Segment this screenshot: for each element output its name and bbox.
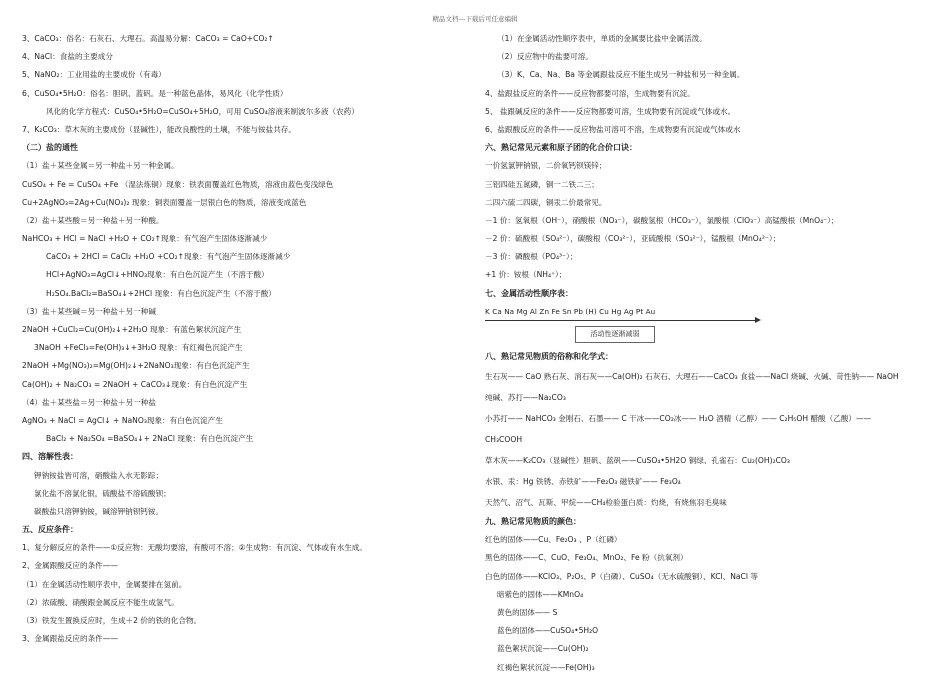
left-text-line: （2）浓硫酸、硝酸跟金属反应不能生成氢气。 [22,597,179,607]
right-text-line: 黑色的固体——C、CuO、Fe₃O₄、MnO₂、Fe 粉（抗氧剂） [485,553,688,563]
right-text-line: 纯碱、苏打——Na₂CO₃ [485,393,566,402]
left-section-heading: （二）盐的通性 [22,143,78,153]
activity-decreasing-box: 活动性逐渐减弱 [575,326,655,343]
left-text-line: 碳酸盐只溶钾钠铵，碱溶钾钠钡钙铵。 [34,506,164,516]
right-text-line: 暗紫色的固体——KMnO₄ [497,589,584,599]
left-column [22,30,462,648]
left-text-line: （1）盐＋某些金属＝另一种盐＋另一种金属。 [22,161,179,171]
left-text-line: 4、NaCl：食盐的主要成分 [22,52,113,62]
right-text-line: 蓝色的固体——CuSO₄•5H₂O [497,626,599,636]
left-text-line: （4）盐＋某些盐＝另一种盐＋另一种盐 [22,397,156,407]
left-text-line: CuSO₄ + Fe = CuSO₄ +Fe （湿法炼铜）现象：铁表面覆盖红色物质，溶液由蓝色变浅绿色 [22,179,334,189]
left-text-line: Cu+2AgNO₃=2Ag+Cu(NO₃)₂ 现象：铜表面覆盖一层银白色的物质，溶液变成蓝色 [22,197,307,207]
right-column-upper [485,30,925,303]
right-text-line: （1）在金属活动性顺序表中，单质的金属要比盐中金属活泼。 [497,34,707,43]
right-text-line: 红色的固体——Cu、Fe₂O₃ 、P（红磷） [485,535,622,545]
metal-activity-series: K Ca Na Mg Al Zn Fe Sn Pb (H) Cu Hg Ag Pt Au [485,306,656,316]
left-text-line: 6、CuSO₄•5H₂O：俗名：胆矾、蓝矾。是一种蓝色晶体，易风化（化学性质） [22,88,288,98]
left-text-line: NaHCO₃ + HCl = NaCl +H₂O + CO₂↑现象：有气泡产生固体逐渐减少 [22,234,268,244]
left-text-line: 2NaOH +CuCl₂=Cu(OH)₂↓+2H₂O 现象：有蓝色絮状沉淀产生 [22,325,242,334]
right-section-heading: 六、熟记常见元素和原子团的化合价口诀： [485,143,637,153]
arrow-head-icon [755,317,761,323]
left-text-line: 风化的化学方程式：CuSO₄•5H₂O=CuSO₄+5H₂O，可用 CuSO₄溶液来制波尔多液（农药） [46,106,359,116]
right-text-line: （2）反应物中的盐要可溶。 [497,52,593,62]
left-text-line: AgNO₃ + NaCl = AgCl↓ + NaNO₃现象：有白色沉淀产生 [22,415,223,425]
left-section-heading: 五、反应条件： [22,525,78,535]
right-text-line: －3 价：磷酸根（PO₄³⁻）； [485,252,578,262]
right-text-line: 红褐色絮状沉淀——Fe(OH)₃ [497,662,595,672]
right-text-line: 5、 盐跟碱反应的条件——反应物都要可溶，生成物要有沉淀或气体或水。 [485,106,736,116]
right-column [485,30,925,677]
right-column-lower [485,348,925,677]
right-text-line: 白色的固体——KClO₃、P₂O₅、P（白磷）、CuSO₄（无水硫酸铜）、KCl、NaCl 等 [485,571,758,581]
right-section-heading: 七、金属活动性顺序表： [485,288,573,298]
left-text-line: 2、金属跟酸反应的条件—— [22,561,118,571]
right-text-line: CH₃COOH [485,435,523,444]
left-text-line: 2NaOH +Mg(NO₃)₂=Mg(OH)₂↓+2NaNO₃现象：有白色沉淀产生 [22,361,250,371]
right-text-line: （3）K、Ca、Na、Ba 等金属跟盐反应不能生成另一种盐和另一种金属。 [497,70,745,80]
page-header: 精品文档---下载后可任意编辑 [432,15,518,23]
left-text-line: Ca(OH)₂ + Na₂CO₃ = 2NaOH + CaCO₃↓现象：有白色沉淀产生 [22,379,248,389]
left-text-line: （1）在金属活动性顺序表中，金属要排在氢前。 [22,579,187,589]
left-text-line: 3、金属跟盐反应的条件—— [22,634,118,644]
left-text-line: H₂SO₄.BaCl₂=BaSO₄↓+2HCl 现象：有白色沉淀产生（不溶于酸） [46,288,276,298]
right-section-heading: 九、熟记常见物质的颜色： [485,517,581,526]
arrow-shaft [485,320,757,321]
left-text-line: 1、复分解反应的条件——①反应物：无酸均要溶，有酸可不溶；②生成物：有沉淀、气体或有水生成。 [22,543,367,553]
right-text-line: 二四六硫二四碳，铜汞二价最常见。 [485,197,607,207]
right-text-line: 水银、汞：Hg 铁锈、赤铁矿——Fe₂O₃ 磁铁矿—— Fe₃O₄ [485,477,681,486]
left-text-line: 3NaOH +FeCl₃=Fe(OH)₃↓+3H₂O 现象：有红褐色沉淀产生 [34,343,243,353]
right-text-line: 蓝色絮状沉淀——Cu(OH)₂ [497,644,589,654]
right-text-line: 黄色的固体—— S [497,607,558,617]
left-text-line: 3、CaCO₃：俗名：石灰石、大理石。高温易分解：CaCO₃ = CaO+CO₂↑ [22,34,274,43]
right-text-line: 三铝四硅五氮磷，铜一二铁二三； [485,179,599,189]
left-text-line: （3）铁发生置换反应时，生成＋2 价的铁的化合物。 [22,616,202,625]
right-text-line: 小苏打—— NaHCO₃ 金刚石、石墨—— C 干冰——CO₂冰—— H₂O 酒精（乙醇）—— C₂H₅OH 醋酸（乙酸）—— [485,414,872,423]
right-section-heading: 八、熟记常见物质的俗称和化学式： [485,351,613,361]
right-text-line: 6、盐跟酸反应的条件——反应物盐可溶可不溶，生成物要有沉淀或气体或水 [485,124,741,134]
left-text-line: CaCO₃ + 2HCl = CaCl₂ +H₂O +CO₂↑现象：有气泡产生固体逐渐减少 [46,252,291,262]
right-text-line: 生石灰—— CaO 熟石灰、消石灰——Ca(OH)₂ 石灰石、大理石——CaCO₃ 食盐——NaCl 烧碱、火碱、苛性钠—— NaOH [485,372,899,381]
left-section-heading: 四、溶解性表： [22,452,78,462]
right-text-line: －1 价：氢氧根（OH⁻），硝酸根（NO₃⁻），碳酸氢根（HCO₃⁻），氯酸根（ClO₃⁻）高锰酸根（MnO₄⁻）； [485,215,839,225]
left-text-line: 7、K₂CO₃：草木灰的主要成份（显碱性），能改良酸性的土壤，不能与铵盐共存。 [22,124,296,134]
right-text-line: +1 价：铵根（NH₄⁺）； [485,270,567,280]
right-text-line: 天然气、沼气、瓦斯、甲烷——CH₄检验蛋白质：灼烧，有烧焦羽毛臭味 [485,498,727,507]
left-text-line: BaCl₂ + Na₂SO₄ =BaSO₄↓+ 2NaCl 现象：有白色沉淀产生 [46,434,254,444]
left-text-line: （2）盐＋某些酸＝另一种盐＋另一种酸。 [22,215,164,225]
right-text-line: 一价氢氯钾钠银，二价氧钙钡镁锌； [485,161,607,171]
metal-activity-arrow [485,318,925,324]
right-text-line: －2 价：硫酸根（SO₄²⁻），碳酸根（CO₃²⁻），亚硫酸根（SO₃²⁻），锰酸根（MnO₄²⁻）； [485,234,781,244]
left-text-line: 氯化盐不溶氯化银，硫酸盐不溶硫酸钡； [34,488,171,498]
right-text-line: 草木灰——K₂CO₃（显碱性）胆矾、蓝矾——CuSO₄•5H2O 铜绿、孔雀石：Cu₂(OH)₂CO₃ [485,456,790,465]
left-text-line: HCl+AgNO₃=AgCl↓+HNO₃现象：有白色沉淀产生（不溶于酸） [46,270,269,280]
left-text-line: 钾钠铵盐皆可溶，硝酸盐入水无影踪； [34,470,164,480]
right-text-line: 4、盐跟盐反应的条件——反应物都要可溶，生成物要有沉淀。 [485,88,695,98]
left-text-line: 5、NaNO₂：工业用盐的主要成份（有毒） [22,70,166,80]
left-text-line: （3）盐＋某些碱＝另一种盐＋另一种碱 [22,306,156,316]
